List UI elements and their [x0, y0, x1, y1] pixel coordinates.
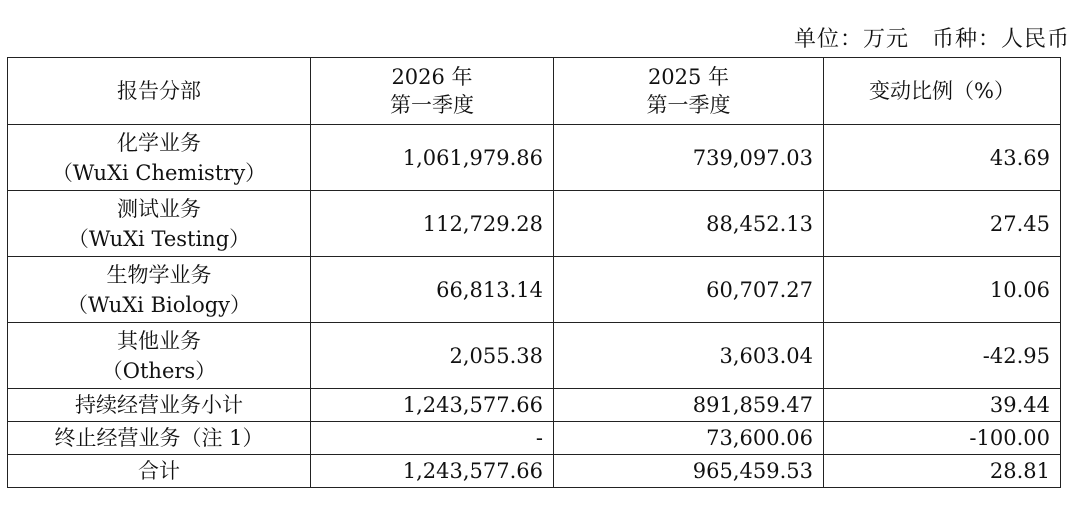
change-ratio: 43.69 — [824, 125, 1061, 191]
header-2026-q1 — [311, 58, 554, 125]
segment-name-cell — [8, 125, 311, 191]
value-2025-q1: 965,459.53 — [554, 455, 824, 488]
header-2025-q1 — [554, 58, 824, 125]
table-row — [8, 323, 1061, 389]
header-2026-quarter: 第一季度 — [390, 93, 474, 117]
segment-name: 合计 — [8, 455, 311, 488]
total-row — [8, 455, 1061, 488]
segment-name: 生物学业务 — [106, 262, 212, 287]
header-2026-year: 2026 年 — [391, 65, 473, 89]
change-ratio: 10.06 — [824, 257, 1061, 323]
value-2025-q1: 60,707.27 — [554, 257, 824, 323]
header-2025-quarter: 第一季度 — [646, 93, 731, 117]
value-2025-q1: 3,603.04 — [554, 323, 824, 389]
segment-english-name: （WuXi Chemistry） — [51, 160, 267, 185]
header-2025-year: 2025 年 — [647, 65, 730, 89]
change-ratio: -100.00 — [824, 422, 1061, 455]
value-2026-q1: - — [311, 422, 554, 455]
table-row — [8, 191, 1061, 257]
segment-name: 持续经营业务小计 — [8, 389, 311, 422]
value-2025-q1: 73,600.06 — [554, 422, 824, 455]
table-row — [8, 125, 1061, 191]
change-ratio: -42.95 — [824, 323, 1061, 389]
value-2025-q1: 891,859.47 — [554, 389, 824, 422]
value-2025-q1: 88,452.13 — [554, 191, 824, 257]
segment-name-cell — [8, 191, 311, 257]
discontinued-row — [8, 422, 1061, 455]
value-2026-q1: 66,813.14 — [311, 257, 554, 323]
value-2026-q1: 2,055.38 — [311, 323, 554, 389]
segment-revenue-table — [7, 57, 1061, 488]
change-ratio: 27.45 — [824, 191, 1061, 257]
header-change-ratio: 变动比例（%） — [824, 58, 1061, 125]
header-segment: 报告分部 — [8, 58, 311, 125]
value-2026-q1: 1,243,577.66 — [311, 389, 554, 422]
change-ratio: 28.81 — [824, 455, 1061, 488]
value-2026-q1: 1,243,577.66 — [311, 455, 554, 488]
value-2025-q1: 739,097.03 — [554, 125, 824, 191]
table-row — [8, 257, 1061, 323]
change-ratio: 39.44 — [824, 389, 1061, 422]
segment-english-name: （WuXi Testing） — [67, 226, 251, 251]
segment-name-cell — [8, 257, 311, 323]
segment-english-name: （WuXi Biology） — [66, 292, 252, 317]
segment-name: 测试业务 — [117, 196, 201, 221]
header-row — [8, 58, 1061, 125]
value-2026-q1: 112,729.28 — [311, 191, 554, 257]
segment-name: 其他业务 — [117, 328, 201, 353]
segment-name-cell — [8, 323, 311, 389]
segment-english-name: （Others） — [101, 358, 217, 383]
segment-name: 终止经营业务（注 1） — [8, 422, 311, 455]
unit-currency-note: 单位：万元 币种：人民币 — [793, 27, 1070, 52]
segment-name: 化学业务 — [117, 130, 201, 155]
value-2026-q1: 1,061,979.86 — [311, 125, 554, 191]
subtotal-row — [8, 389, 1061, 422]
